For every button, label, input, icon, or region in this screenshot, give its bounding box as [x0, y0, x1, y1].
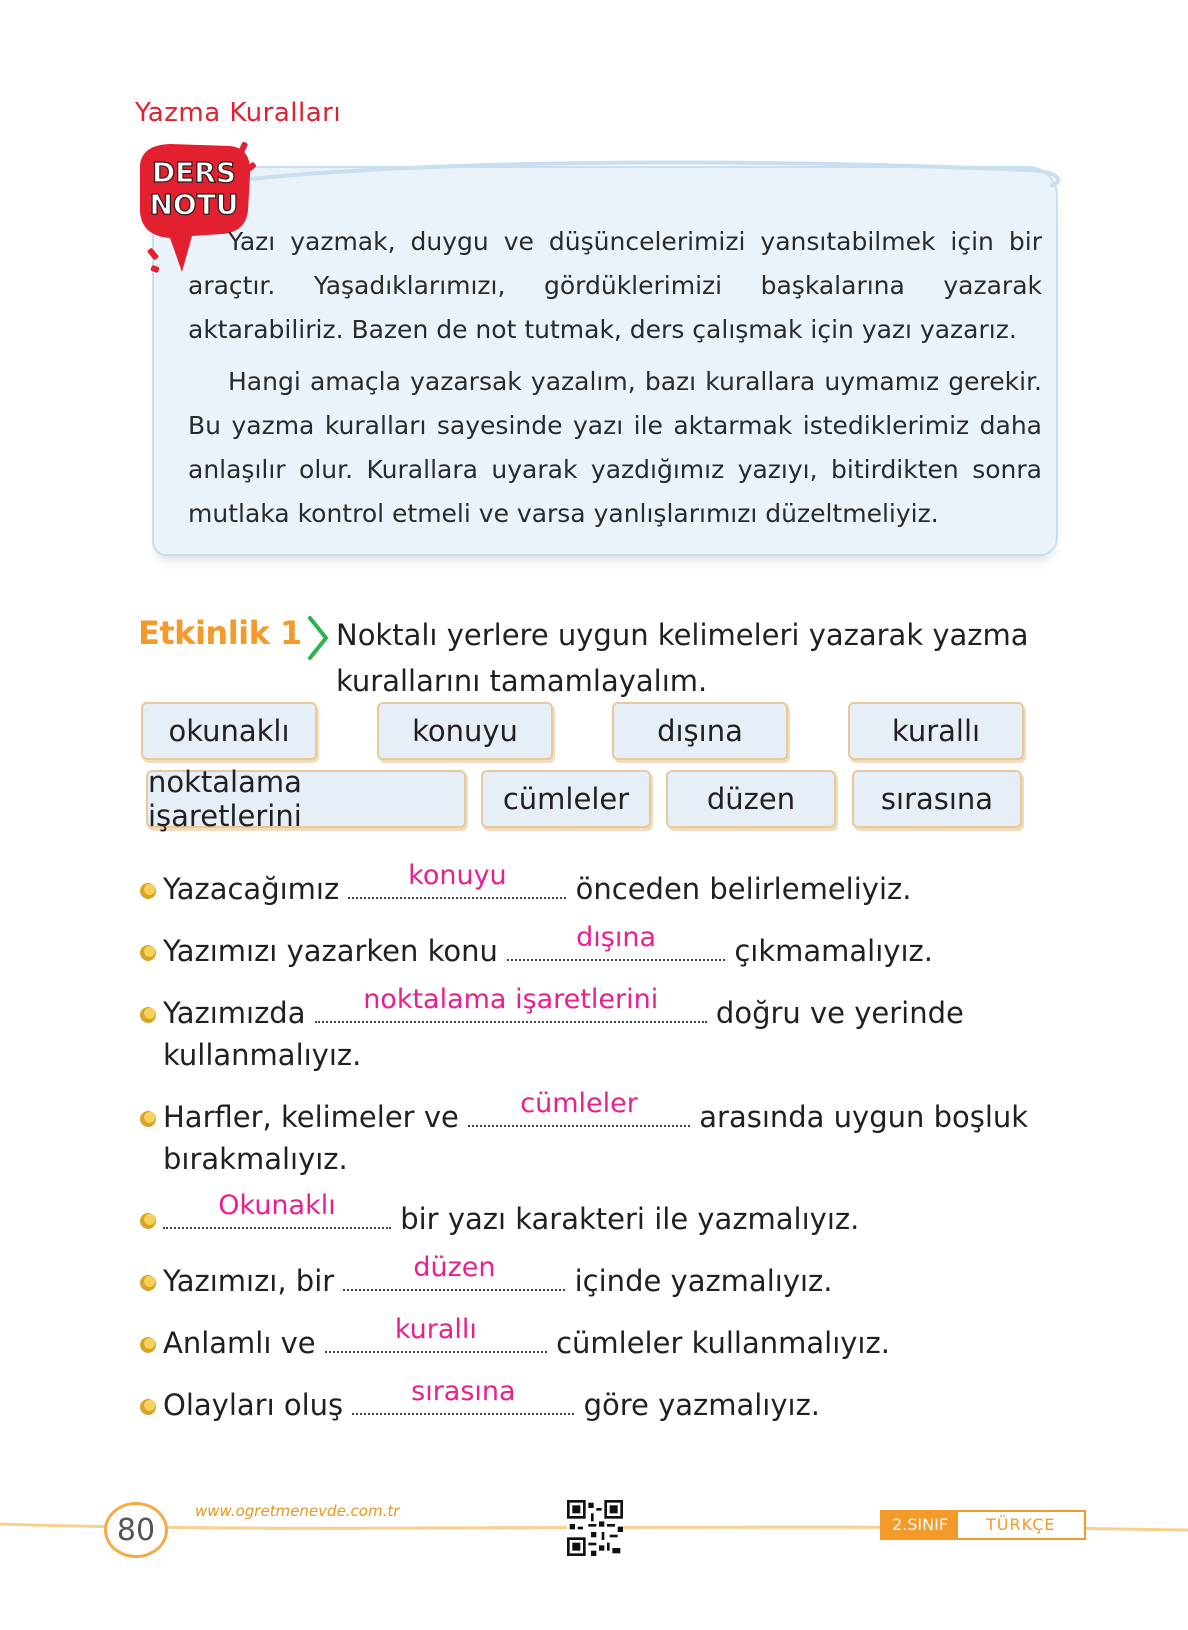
sentence-7	[163, 1314, 1063, 1366]
answer-text: sırasına	[411, 1376, 516, 1407]
sentence-text: Olayları oluş	[163, 1388, 344, 1422]
qr-code-icon[interactable]	[567, 1500, 623, 1556]
sentence-text: içinde yazmalıyız.	[574, 1264, 833, 1298]
bullet-icon	[140, 1213, 156, 1229]
bullet-icon	[140, 1007, 156, 1023]
sentence-6	[163, 1252, 1063, 1304]
grade-subject-tag	[880, 1510, 1086, 1540]
answer-blank[interactable]	[468, 1088, 690, 1127]
chevron-right-icon	[306, 614, 332, 662]
word-chip: sırasına	[852, 770, 1022, 828]
sentence-text: Harfler, kelimeler ve	[163, 1100, 459, 1134]
word-chip: konuyu	[377, 702, 553, 760]
lesson-note-text	[188, 220, 1042, 544]
answer-text: cümleler	[520, 1088, 638, 1119]
bullet-icon	[140, 1337, 156, 1353]
answer-text: kurallı	[394, 1314, 477, 1345]
sentence-text: göre yazmalıyız.	[583, 1388, 821, 1422]
answer-text: noktalama işaretlerini	[363, 984, 659, 1015]
bullet-icon	[140, 883, 156, 899]
sentence-4-continued: bırakmalıyız.	[163, 1142, 348, 1176]
note-paragraph-2: Hangi amaçla yazarsak yazalım, bazı kurallara uymamız gerekir. Bu yazma kuralları sayesinde yazı ile aktarmak istediklerimiz daha anlaşılır olur. Kurallara uyarak yazdığımız yazıyı, bitirdikten sonra mutlaka kontrol etmeli ve varsa yanlışlarımızı düzeltmeliyiz.	[188, 367, 1042, 528]
word-chip: cümleler	[481, 770, 651, 828]
answer-blank[interactable]	[348, 860, 566, 899]
note-swirl-decoration	[230, 150, 1070, 190]
sentence-text: doğru ve yerinde	[715, 996, 964, 1030]
section-title: Yazma Kuralları	[135, 98, 342, 128]
word-chip: kurallı	[848, 702, 1024, 760]
answer-text: Okunaklı	[218, 1190, 336, 1221]
answer-blank[interactable]	[325, 1314, 547, 1353]
sentence-text: Anlamlı ve	[163, 1326, 316, 1360]
sentence-1	[163, 860, 1063, 912]
word-chip: noktalama işaretlerini	[146, 770, 466, 828]
sentence-text: Yazacağımız	[163, 872, 340, 906]
sentence-2	[163, 922, 1063, 974]
note-paragraph-1: Yazı yazmak, duygu ve düşüncelerimizi yansıtabilmek için bir araçtır. Yaşadıklarımızı, gördüklerimizi başkalarına yazarak aktarabiliriz. Bazen de not tutmak, ders çalışmak için yazı yazarız.	[188, 227, 1042, 344]
activity-instruction: Noktalı yerlere uygun kelimeleri yazarak yazma kurallarını tamamlayalım.	[336, 618, 1029, 698]
sentence-text: Yazımızı, bir	[163, 1264, 335, 1298]
sentence-text: bir yazı karakteri ile yazmalıyız.	[400, 1202, 860, 1236]
word-chip: okunaklı	[141, 702, 317, 760]
answer-blank[interactable]	[343, 1252, 565, 1291]
sentence-text: Yazımızda	[163, 996, 306, 1030]
activity-title: Etkinlik 1	[138, 614, 302, 652]
badge-line-2: NOTU	[149, 188, 239, 221]
bullet-icon	[140, 1275, 156, 1291]
word-chip: düzen	[666, 770, 836, 828]
answer-blank[interactable]	[163, 1190, 391, 1229]
subject-label: TÜRKÇE	[958, 1512, 1084, 1538]
badge-line-1: DERS	[151, 156, 237, 189]
answer-text: dışına	[576, 922, 657, 953]
sentence-3-continued: kullanmalıyız.	[163, 1038, 362, 1072]
sentence-text: cümleler kullanmalıyız.	[556, 1326, 890, 1360]
sentence-4	[163, 1088, 1063, 1140]
website-link[interactable]: www.ogretmenevde.com.tr	[195, 1502, 400, 1520]
bullet-icon	[140, 945, 156, 961]
sentence-text: arasında uygun boşluk	[699, 1100, 1029, 1134]
sentence-3	[163, 984, 1063, 1036]
sentence-text: çıkmamalıyız.	[734, 934, 933, 968]
grade-label: 2.SINIF	[882, 1512, 958, 1538]
page-number: 80	[104, 1502, 168, 1558]
answer-blank[interactable]	[507, 922, 725, 961]
answer-text: düzen	[413, 1252, 496, 1283]
bullet-icon	[140, 1399, 156, 1415]
bullet-icon	[140, 1111, 156, 1127]
answer-text: konuyu	[408, 860, 507, 891]
answer-blank[interactable]	[315, 984, 707, 1023]
sentence-text: önceden belirlemeliyiz.	[575, 872, 912, 906]
sentence-8	[163, 1376, 1063, 1428]
word-chip: dışına	[612, 702, 788, 760]
answer-blank[interactable]	[352, 1376, 574, 1415]
sentence-text: Yazımızı yazarken konu	[163, 934, 498, 968]
sentence-5	[163, 1190, 1063, 1242]
